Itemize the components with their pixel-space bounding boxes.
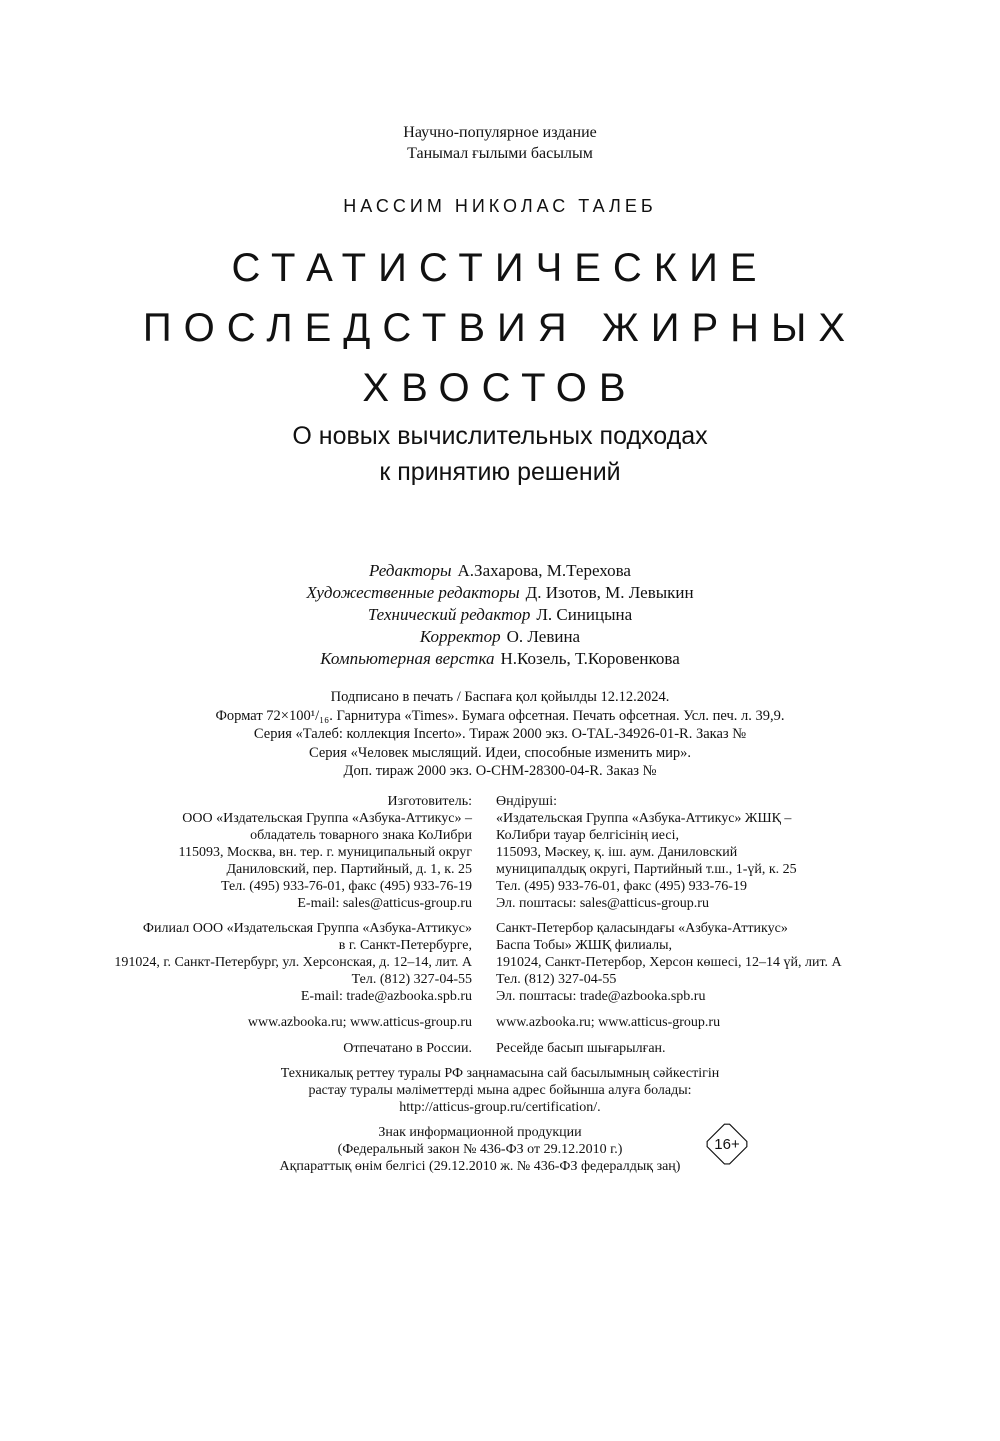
print-detail-line: Доп. тираж 2000 экз. O-CHM-28300-04-R. Заказ № [343,763,657,779]
info-line: Санкт-Петербор қаласындағы «Азбука-Аттикус» [496,921,788,936]
info-line: Тел. (495) 933-76-01, факс (495) 933-76-19 [221,879,472,894]
info-line: Эл. поштасы: sales@atticus-group.ru [496,896,709,911]
title-line-3: ХВОСТОВ [362,366,638,410]
credit-role: Корректор [419,627,501,646]
age-rating-icon [704,1121,750,1167]
print-details [0,688,1000,781]
info-line: Эл. поштасы: trade@azbooka.spb.ru [496,989,706,1004]
info-line: Филиал ООО «Издательская Группа «Азбука-Аттикус» [142,921,472,936]
credit-names: Л. Синицына [536,605,633,624]
info-line: Баспа Тобы» ЖШҚ филиалы, [496,938,672,953]
info-line: обладатель товарного знака КоЛибри [250,828,472,843]
certification-line: растау туралы мәліметтерді мына адрес бойынша алуға болады: [308,1083,692,1098]
credit-line [0,582,1000,604]
title-line-1: СТАТИСТИЧЕСКИЕ [231,246,769,290]
credit-role: Редакторы [369,561,452,580]
age-rating-label: 16+ [714,1136,740,1153]
info-line: КоЛибри тауар белгісінің иесі, [496,828,679,843]
publisher-info-kz [496,793,842,1057]
info-line: 191024, г. Санкт-Петербург, ул. Херсонская, д. 12–14, лит. А [114,955,472,970]
info-line: Изготовитель: [387,794,472,809]
credit-role: Компьютерная верстка [320,649,495,668]
info-line: Тел. (812) 327-04-55 [351,972,472,987]
info-line: в г. Санкт-Петербурге, [338,938,472,953]
certification-note [0,1065,1000,1116]
print-detail-line: Формат 72×100¹/₁₆. Гарнитура «Times». Бумага офсетная. Печать офсетная. Усл. печ. л. 39,9. [215,707,785,724]
certification-line: Техникалық реттеу туралы РФ заңнамасына сай басылымның сәйкестігін [280,1066,720,1081]
title-line-2: ПОСЛЕДСТВИЯ ЖИРНЫХ [142,306,858,350]
subtitle-line-2: к принятию решений [379,458,621,486]
credit-names: Н.Козель, Т.Коровенкова [500,649,680,668]
edition-type-kz: Танымал ғылыми басылым [407,145,593,162]
edition-type-ru: Научно-популярное издание [403,124,597,141]
manufacturer-block [114,793,472,912]
edition-type [0,122,1000,164]
credit-line [0,560,1000,582]
info-line: Ресейде басып шығарылған. [496,1041,666,1056]
info-line: 115093, Мәскеу, қ. іш. аум. Даниловский [496,845,738,860]
info-line: «Издательская Группа «Азбука-Аттикус» ЖШҚ – [496,811,792,826]
print-detail-line: Серия «Человек мыслящий. Идеи, способные изменить мир». [308,744,692,761]
publisher-info-ru [114,793,472,1057]
websites-block [114,1014,472,1031]
info-line: E-mail: sales@atticus-group.ru [297,896,472,911]
subtitle-line-1: О новых вычислительных подходах [292,422,708,450]
certification-line: http://atticus-group.ru/certification/. [399,1100,601,1115]
info-sign-line: Ақпараттық өнім белгісі (29.12.2010 ж. № 436-ФЗ федералдық заң) [279,1159,681,1174]
credit-role: Технический редактор [367,605,531,624]
info-line: муниципалдық округі, Партийный т.ш., 1-үй, к. 25 [496,862,797,877]
credit-names: О. Левина [506,627,581,646]
book-title [0,238,1000,418]
credits-list [0,560,1000,670]
branch-block [114,920,472,1005]
credit-names: Д. Изотов, М. Левыкин [525,583,694,602]
credit-line [0,626,1000,648]
credit-names: А.Захарова, М.Терехова [457,561,631,580]
info-sign-line: (Федеральный закон № 436-ФЗ от 29.12.2010 г.) [337,1142,623,1157]
info-line: Отпечатано в России. [343,1041,472,1056]
info-sign-line: Знак информационной продукции [378,1125,582,1140]
book-subtitle [0,418,1000,490]
info-line: E-mail: trade@azbooka.spb.ru [300,989,472,1004]
printed-in-block [114,1040,472,1057]
info-line: 191024, Санкт-Петербор, Херсон көшесі, 12–14 үй, лит. А [496,955,842,970]
print-detail-line: Серия «Талеб: коллекция Incerto». Тираж 2000 экз. O-TAL-34926-01-R. Заказ № [253,726,747,742]
branch-block [496,920,842,1005]
info-line: Тел. (495) 933-76-01, факс (495) 933-76-19 [496,879,747,894]
info-line: Даниловский, пер. Партийный, д. 1, к. 25 [226,862,472,877]
manufacturer-block [496,793,842,912]
info-product-sign [0,1124,960,1175]
printed-in-block [496,1040,842,1057]
credit-line [0,648,1000,670]
info-line: 115093, Москва, вн. тер. г. муниципальный округ [178,845,472,860]
info-line: ООО «Издательская Группа «Азбука-Аттикус» – [182,811,472,826]
info-line: www.azbooka.ru; www.atticus-group.ru [496,1015,721,1030]
info-line: www.azbooka.ru; www.atticus-group.ru [247,1015,472,1030]
credit-role: Художественные редакторы [306,583,520,602]
info-line: Өндіруші: [496,794,557,809]
info-line: Тел. (812) 327-04-55 [496,972,617,987]
websites-block [496,1014,842,1031]
credit-line [0,604,1000,626]
book-author: НАССИМ НИКОЛАС ТАЛЕБ [343,196,657,216]
print-detail-line: Подписано в печать / Баспаға қол қойылды 12.12.2024. [330,689,670,705]
